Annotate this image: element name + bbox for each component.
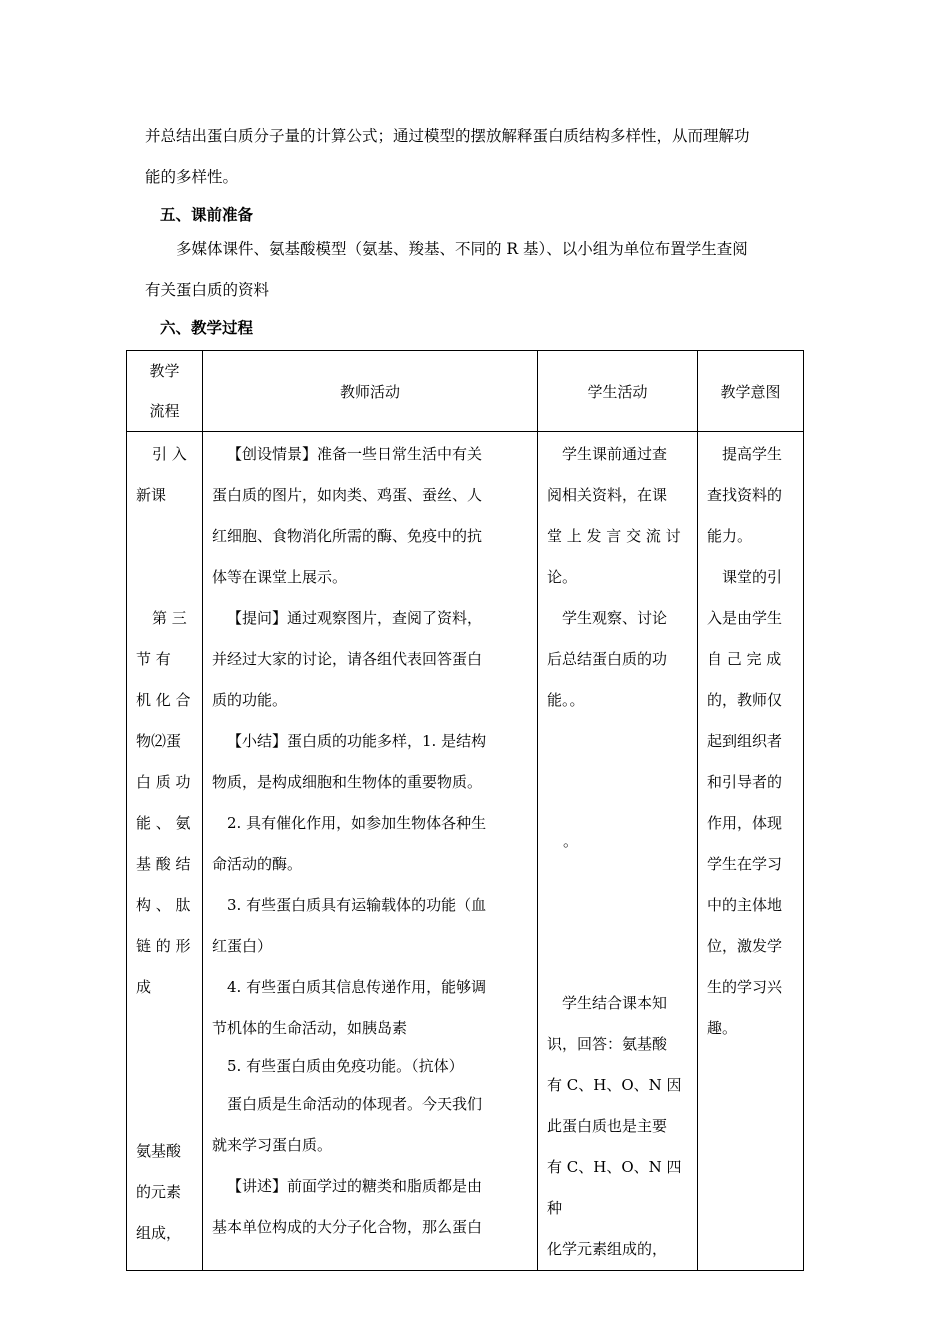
student-line: 学生观察、讨论 [562,609,668,627]
flow-line: 机 化 合 [136,691,191,709]
section-5-heading: 五、课前准备 [160,206,254,224]
intent-line: 入是由学生 [707,609,783,627]
intent-line: 起到组织者 [707,732,783,750]
teacher-line: 【讲述】前面学过的糖类和脂质都是由 [227,1177,483,1195]
flow-line: 第 三 [152,609,187,627]
intent-line: 提高学生 [722,445,783,463]
intent-line: 的，教师仅 [707,691,783,709]
student-line: 阅相关资料，在课 [547,486,668,504]
table-header-row [127,351,804,432]
teacher-activity-cell [203,432,538,1271]
student-line: 识，回答：氨基酸 [547,1035,668,1053]
flow-line: 节 有 [136,650,171,668]
teaching-process-table [126,350,804,1271]
header-flow-line-2: 流程 [149,402,180,420]
student-line: 有 C、H、O、N 四种 [547,1158,682,1217]
student-line: 后总结蛋白质的功 [547,650,668,668]
header-intent: 教学意图 [698,351,804,432]
flow-line: 物⑵蛋 [136,732,182,750]
intro-line-1: 并总结出蛋白质分子量的计算公式；通过模型的摆放解释蛋白质结构多样性，从而理解功 [145,127,750,145]
teacher-line: 体等在课堂上展示。 [212,568,348,586]
teacher-line: 【小结】蛋白质的功能多样，1. 是结构 [227,732,487,750]
section-5-line-2: 有关蛋白质的资料 [145,281,270,299]
flow-line: 链 的 形 [136,937,191,955]
teacher-line: 质的功能。 [212,691,288,709]
flow-spacer [136,1008,196,1131]
intent-line: 能力。 [707,527,753,545]
header-student: 学生活动 [538,351,698,432]
teaching-intent-cell [698,432,804,1271]
intent-line: 中的主体地 [707,896,783,914]
flow-line: 基 酸 结 [136,855,191,873]
flow-line: 组成， [136,1224,182,1242]
student-line: 学生结合课本知 [562,994,668,1012]
table-row [127,432,804,1271]
flow-line: 成 [136,978,152,996]
flow-line: 构 、 肽 [136,896,191,914]
teacher-line: 基本单位构成的大分子化合物，那么蛋白 [212,1218,483,1236]
teacher-line: 命活动的酶。 [212,855,303,873]
flow-line: 新课 [136,486,167,504]
header-teacher: 教师活动 [203,351,538,432]
flow-cell [127,432,203,1271]
flow-line: 白 质 功 [136,773,191,791]
intent-line: 自 己 完 成 [707,650,782,668]
intent-line: 作用，体现 [707,814,783,832]
teacher-line: 4. 有些蛋白质其信息传递作用，能够调 [227,978,487,996]
student-line: 。 [563,832,579,850]
intent-line: 趣。 [707,1019,738,1037]
teacher-line: 并经过大家的讨论，请各组代表回答蛋白 [212,650,483,668]
student-line: 能。。 [547,691,585,709]
student-line: 化学元素组成的， [547,1240,668,1258]
teacher-line: 2. 具有催化作用，如参加生物体各种生 [227,814,487,832]
student-line: 学生课前通过查 [562,445,668,463]
student-spacer [547,942,688,983]
flow-spacer [136,516,196,598]
section-5-paragraph [145,229,805,311]
section-5-line-1: 多媒体课件、氨基酸模型（氨基、羧基、不同的 R 基）、以小组为单位布置学生查阅 [176,240,748,258]
flow-line: 能 、 氨 [136,814,191,832]
student-line: 论。 [547,568,578,586]
header-flow [127,351,203,432]
student-line: 堂 上 发 言 交 流 讨 [547,527,681,545]
flow-line: 的元素 [136,1183,182,1201]
teacher-line: 蛋白质是生命活动的体现者。今天我们 [227,1095,483,1113]
teacher-line: 红细胞、食物消化所需的酶、免疫中的抗 [212,527,483,545]
teacher-line: 【创设情景】准备一些日常生活中有关 [227,445,483,463]
flow-line: 氨基酸 [136,1142,182,1160]
teacher-line: 3. 有些蛋白质具有运输载体的功能（血 [227,896,487,914]
intent-line: 位，激发学 [707,937,783,955]
teacher-line: 就来学习蛋白质。 [212,1136,333,1154]
flow-line: 引 入 [152,445,187,463]
intent-line: 生的学习兴 [707,978,783,996]
intro-line-2: 能的多样性。 [145,168,239,186]
teacher-line: 蛋白质的图片，如肉类、鸡蛋、蚕丝、人 [212,486,483,504]
teacher-line: 节机体的生命活动，如胰岛素 [212,1019,408,1037]
intent-line: 课堂的引 [722,568,783,586]
student-line: 有 C、H、O、N 因 [547,1076,682,1094]
teacher-line: 红蛋白） [212,937,273,955]
student-line: 此蛋白质也是主要 [547,1117,668,1135]
intro-paragraph [145,116,805,198]
intent-line: 学生在学习 [707,855,783,873]
teacher-line: 物质，是构成细胞和生物体的重要物质。 [212,773,483,791]
intent-line: 查找资料的 [707,486,783,504]
teacher-line: 【提问】通过观察图片，查阅了资料， [227,609,483,627]
header-flow-line-1: 教学 [149,362,180,380]
intent-line: 和引导者的 [707,773,783,791]
section-6-heading: 六、教学过程 [160,319,254,337]
teacher-line: 5. 有些蛋白质由免疫功能。（抗体） [227,1057,464,1075]
student-activity-cell [538,432,698,1271]
